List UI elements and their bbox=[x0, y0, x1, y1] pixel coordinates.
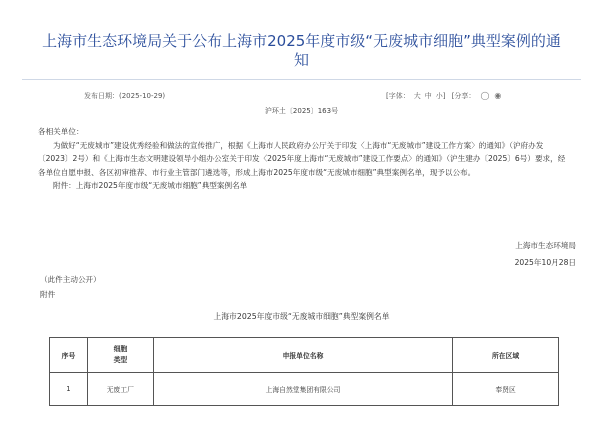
table-title: 上海市2025年度市级“无废城市细胞”典型案例名单 bbox=[213, 312, 390, 321]
header-applicant: 申报单位名称 bbox=[153, 338, 452, 373]
attachment-heading: 附件 bbox=[40, 290, 56, 299]
font-small-button[interactable]: 小] bbox=[435, 92, 446, 100]
font-large-button[interactable]: 大 bbox=[413, 92, 421, 100]
publish-info bbox=[84, 91, 165, 101]
font-size-label: [字体： bbox=[386, 92, 410, 100]
font-medium-button[interactable]: 中 bbox=[424, 92, 432, 100]
attachment-line: 附件：上海市2025年度市级“无废城市细胞”典型案例名单 bbox=[53, 181, 248, 191]
signature-org: 上海市生态环境局 bbox=[515, 241, 576, 250]
notice-body bbox=[38, 125, 568, 193]
document-number: 沪环土〔2025〕163号 bbox=[264, 107, 339, 115]
cell-type: 无废工厂 bbox=[87, 373, 153, 406]
body-paragraph: 为做好“无废城市”建设优秀经验和做法的宣传推广，根据《上海市人民政府办公厅关于印发〈上海市“无废城市”建设工作方案〉的通知》（沪府办发〔2023〕2号）和《上海市生态文明建设领导小组办公室关于印发〈2025年度上海市“无废城市”建设工作要点〉的通知》（沪生建办〔2025〕6号）要求，经各单位自愿申报、各区初审推荐、市行业主管部门遴选等，形成上海市2025年度市级“无废城市细胞”典型案例名单，现予以公布。 bbox=[38, 140, 566, 177]
table-row bbox=[50, 373, 559, 406]
header-district: 所在区域 bbox=[453, 338, 559, 373]
toolbar bbox=[386, 91, 505, 101]
published-date: (2025-10-29) bbox=[119, 92, 166, 100]
salutation: 各相关单位： bbox=[38, 127, 84, 136]
header-divider bbox=[22, 79, 581, 80]
cell-district: 奉贤区 bbox=[453, 373, 559, 406]
cell-applicant: 上海自然堂集团有限公司 bbox=[153, 373, 452, 406]
case-list-table bbox=[49, 337, 559, 406]
header-index: 序号 bbox=[50, 338, 88, 373]
page-title: 上海市生态环境局关于公布上海市2025年度市级“无废城市细胞”典型案例的通知 bbox=[42, 32, 561, 69]
published-label: 发布日期： bbox=[84, 92, 119, 100]
header-cell-type: 细胞 类型 bbox=[87, 338, 153, 373]
signature-date: 2025年10月28日 bbox=[514, 258, 576, 267]
share-label: [分享： bbox=[451, 92, 476, 100]
wechat-share-icon[interactable]: ◯ bbox=[480, 91, 490, 100]
disclosure-note: （此件主动公开） bbox=[40, 275, 101, 284]
weibo-share-icon[interactable]: ◉ bbox=[494, 91, 502, 100]
table-header-row bbox=[50, 338, 559, 373]
cell-index: 1 bbox=[50, 373, 88, 406]
